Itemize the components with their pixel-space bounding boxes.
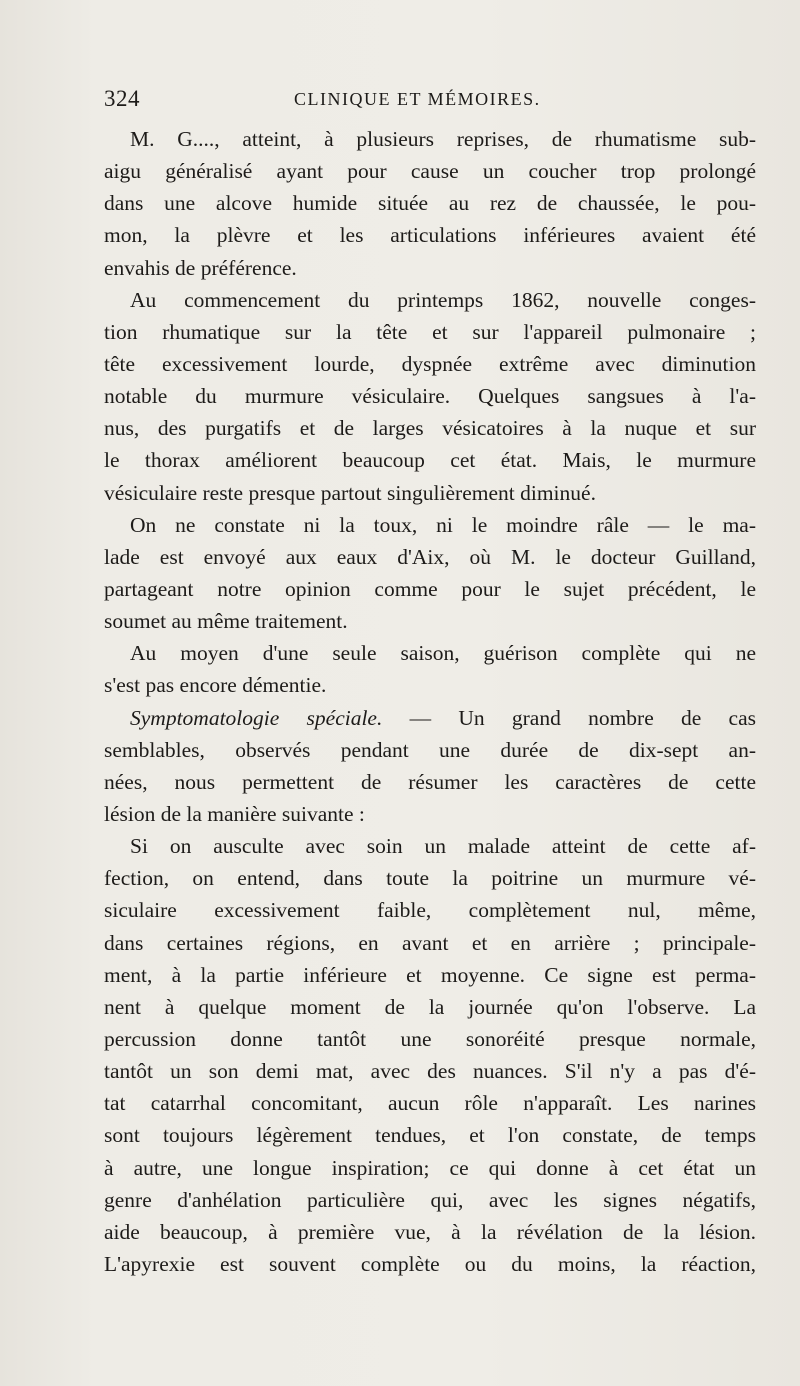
text-line: mon, la plèvre et les articulations inférieures avaient été <box>104 223 756 248</box>
text-line: le thorax améliorent beaucoup cet état. Mais, le murmure <box>104 448 756 473</box>
text-line: nent à quelque moment de la journée qu'on l'observe. La <box>104 994 756 1019</box>
text-line: envahis de préférence. <box>104 255 297 280</box>
text-line: sont toujours légèrement tendues, et l'on constate, de temps <box>104 1123 756 1148</box>
text-line: Si on ausculte avec soin un malade atteint de cette af- <box>130 834 756 859</box>
text-line: tête excessivement lourde, dyspnée extrême avec diminution <box>104 351 756 376</box>
text-line: ment, à la partie inférieure et moyenne. Ce signe est perma- <box>104 962 756 987</box>
paragraph <box>104 284 756 509</box>
text-line: M. G...., atteint, à plusieurs reprises, de rhumatisme sub- <box>130 127 756 151</box>
paragraph <box>104 637 756 701</box>
body-text <box>104 123 756 1280</box>
text-line: soumet au même traitement. <box>104 609 348 634</box>
section-heading: Symptomatologie spéciale. <box>130 705 383 730</box>
text-run: — Un grand nombre de cas <box>382 705 756 730</box>
paragraph <box>104 702 756 831</box>
text-line: tion rhumatique sur la tête et sur l'appareil pulmonaire ; <box>104 319 756 344</box>
text-line: percussion donne tantôt une sonoréité presque normale, <box>104 1026 756 1051</box>
text-line: L'apyrexie est souvent complète ou du moins, la réaction, <box>104 1251 756 1276</box>
text-line: partageant notre opinion comme pour le sujet précédent, le <box>104 576 756 601</box>
text-line <box>104 702 756 734</box>
text-line: aigu généralisé ayant pour cause un coucher trop prolongé <box>104 159 756 184</box>
running-head: CLINIQUE ET MÉMOIRES. <box>294 89 541 109</box>
text-line: tantôt un son demi mat, avec des nuances. S'il n'y a pas d'é- <box>104 1059 756 1084</box>
text-line: semblables, observés pendant une durée de dix-sept an- <box>104 737 756 762</box>
text-line: dans certaines régions, en avant et en arrière ; principale- <box>104 930 756 955</box>
text-line: s'est pas encore démentie. <box>104 673 327 698</box>
text-line: genre d'anhélation particulière qui, avec les signes négatifs, <box>104 1187 756 1212</box>
paragraph <box>104 123 756 284</box>
text-line: nées, nous permettent de résumer les caractères de cette <box>104 769 756 794</box>
text-line: siculaire excessivement faible, complètement nul, même, <box>104 898 756 923</box>
page-number: 324 <box>104 86 140 111</box>
text-line: à autre, une longue inspiration; ce qui donne à cet état un <box>104 1155 756 1180</box>
text-line: Au moyen d'une seule saison, guérison complète qui ne <box>130 641 756 666</box>
text-line: fection, on entend, dans toute la poitrine un murmure vé- <box>104 866 756 891</box>
paragraph <box>104 509 756 638</box>
text-line: On ne constate ni la toux, ni le moindre râle — le ma- <box>130 512 756 537</box>
text-line: tat catarrhal concomitant, aucun rôle n'apparaît. Les narines <box>104 1091 756 1116</box>
text-line: lade est envoyé aux eaux d'Aix, où M. le docteur Guilland, <box>104 544 756 569</box>
text-line: notable du murmure vésiculaire. Quelques sangsues à l'a- <box>104 384 756 409</box>
text-line: dans une alcove humide située au rez de chaussée, le pou- <box>104 191 756 216</box>
text-line: vésiculaire reste presque partout singulièrement diminué. <box>104 480 596 505</box>
text-line: lésion de la manière suivante : <box>104 801 365 826</box>
page-header <box>104 86 756 116</box>
paragraph <box>104 830 756 1280</box>
text-line: Au commencement du printemps 1862, nouvelle conges- <box>130 287 756 312</box>
text-line: aide beaucoup, à première vue, à la révélation de la lésion. <box>104 1219 756 1244</box>
text-line: nus, des purgatifs et de larges vésicatoires à la nuque et sur <box>104 416 756 441</box>
